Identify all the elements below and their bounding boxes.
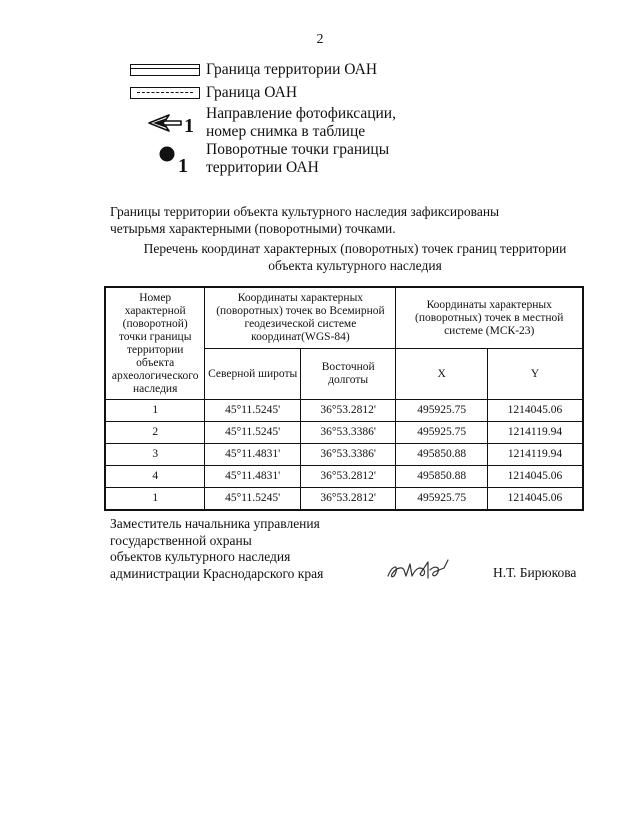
- signatory-title-line: объектов культурного наследия: [110, 549, 291, 564]
- handwritten-signature: [384, 556, 454, 586]
- header-x: X: [396, 349, 488, 400]
- cell-y: 1214119.94: [487, 444, 583, 466]
- header-wgs84: Координаты характерных (поворотных) точек во Всемирной геодезической системе координат(WGS-84): [205, 287, 396, 349]
- cell-x: 495925.75: [396, 488, 488, 511]
- territory-boundary-symbol: [130, 64, 200, 76]
- cell-lat: 45°11.5245': [205, 422, 301, 444]
- table-row: [105, 400, 583, 422]
- cell-lon: 36°53.3386': [300, 444, 396, 466]
- cell-y: 1214045.06: [487, 488, 583, 511]
- cell-x: 495925.75: [396, 400, 488, 422]
- cell-lat: 45°11.5245': [205, 400, 301, 422]
- arrow-number: 1: [184, 115, 194, 135]
- cell-point: 1: [105, 400, 205, 422]
- cell-lon: 36°53.3386': [300, 422, 396, 444]
- header-longitude: Восточной долготы: [300, 349, 396, 400]
- header-y: Y: [487, 349, 583, 400]
- page-number: 2: [316, 32, 324, 47]
- cell-lat: 45°11.5245': [205, 488, 301, 511]
- header-msk23: Координаты характерных (поворотных) точек в местной системе (МСК-23): [396, 287, 583, 349]
- signatory-title-line: Заместитель начальника управления: [110, 516, 320, 531]
- cell-lon: 36°53.2812': [300, 488, 396, 511]
- signatory-title-line: государственной охраны: [110, 532, 252, 548]
- legend-line: территории ОАН: [206, 159, 319, 176]
- cell-y: 1214045.06: [487, 400, 583, 422]
- legend-label-photo-direction: [206, 105, 396, 141]
- dot-icon: [158, 145, 192, 175]
- table-title-line2: объекта культурного наследия: [268, 258, 442, 273]
- legend-line: номер снимка в таблице: [206, 123, 366, 140]
- cell-x: 495850.88: [396, 466, 488, 488]
- legend-label-oan-boundary: Граница ОАН: [206, 84, 298, 101]
- cell-lat: 45°11.4831': [205, 444, 301, 466]
- cell-point: 3: [105, 444, 205, 466]
- table-row: [105, 488, 583, 511]
- oan-boundary-symbol: [130, 87, 200, 99]
- table-title-line1: Перечень координат характерных (поворотных) точек границ территории: [143, 241, 567, 256]
- legend-label-turning-points: [206, 141, 389, 177]
- signatory-title: [110, 516, 323, 582]
- legend-label-territory-boundary: Граница территории ОАН: [206, 61, 378, 78]
- header-point-number: Номер характерной (поворотной) точки границы территории объекта археологического наследия: [105, 287, 205, 400]
- cell-y: 1214045.06: [487, 466, 583, 488]
- cell-x: 495850.88: [396, 444, 488, 466]
- table-row: [105, 422, 583, 444]
- cell-point: 2: [105, 422, 205, 444]
- cell-point: 4: [105, 466, 205, 488]
- signatory-name: Н.Т. Бирюкова: [493, 565, 577, 580]
- cell-point: 1: [105, 488, 205, 511]
- signatory-title-line: администрации Краснодарского края: [110, 565, 324, 581]
- cell-x: 495925.75: [396, 422, 488, 444]
- dot-number: 1: [178, 155, 188, 175]
- legend-line: Поворотные точки границы: [206, 141, 390, 158]
- cell-lat: 45°11.4831': [205, 466, 301, 488]
- cell-lon: 36°53.2812': [300, 466, 396, 488]
- legend-line: Направление фотофиксации,: [206, 105, 396, 122]
- boundary-paragraph-line1: Границы территории объекта культурного наследия зафиксированы: [110, 204, 500, 219]
- table-row: [105, 466, 583, 488]
- arrow-icon: [147, 113, 199, 135]
- coordinates-table: [104, 286, 584, 511]
- boundary-paragraph-line2: четырьмя характерными (поворотными) точками.: [110, 221, 396, 236]
- header-latitude: Северной широты: [205, 349, 301, 400]
- cell-lon: 36°53.2812': [300, 400, 396, 422]
- cell-y: 1214119.94: [487, 422, 583, 444]
- table-row: [105, 444, 583, 466]
